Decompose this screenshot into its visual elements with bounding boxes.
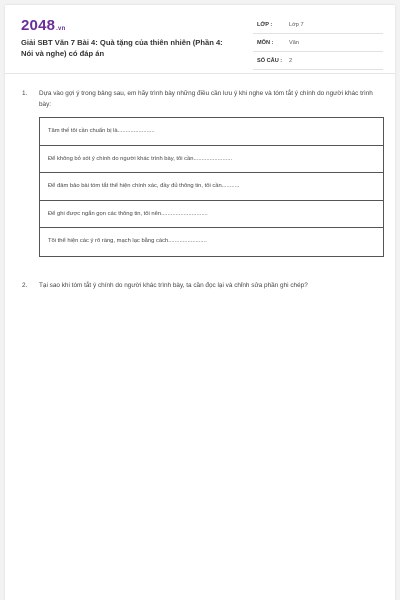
table-row: Tâm thế tôi cần chuẩn bị là....................... — [40, 118, 383, 146]
table-row: Để đảm bảo bài tóm tắt thể hiện chính xác, đầy đủ thông tin, tôi cần........... — [40, 173, 383, 201]
logo-extension: .vn — [56, 26, 66, 32]
table-row: Để không bỏ sót ý chính do người khác trình bày, tôi cần........................ — [40, 146, 383, 174]
header-divider — [5, 73, 395, 74]
document-meta — [253, 18, 383, 72]
meta-value: Lớp 7 — [289, 22, 304, 28]
document-header — [5, 5, 395, 69]
meta-label: LỚP : — [257, 22, 273, 28]
question-number: 2. — [22, 282, 28, 289]
answer-table — [39, 117, 384, 257]
table-row: Để ghi được ngắn gọn các thông tin, tôi nên............................. — [40, 201, 383, 229]
meta-value: Văn — [289, 40, 299, 46]
meta-label: SỐ CÂU : — [257, 58, 283, 64]
logo-text: 2048 — [21, 17, 56, 34]
question-number: 1. — [22, 90, 28, 97]
meta-row-subject — [253, 36, 383, 52]
question-1 — [22, 89, 382, 110]
meta-row-question-count — [253, 54, 383, 70]
site-logo[interactable] — [21, 17, 65, 34]
document-page — [5, 5, 395, 600]
meta-value: 2 — [289, 58, 293, 64]
question-text: Tại sao khi tóm tắt ý chính do người khác trình bày, ta cần đọc lại và chỉnh sửa phần ghi chép? — [39, 282, 308, 289]
meta-label: MÔN : — [257, 40, 274, 46]
meta-row-class — [253, 18, 383, 34]
document-title: Giải SBT Văn 7 Bài 4: Quà tặng của thiên nhiên (Phần 4: Nói và nghe) có đáp án — [21, 38, 223, 58]
question-text: Dựa vào gợi ý trong bảng sau, em hãy trình bày những điều cần lưu ý khi nghe và tóm tắt ý chính do người khác trình bày: — [39, 90, 373, 108]
table-row: Tôi thể hiện các ý rõ ràng, mạch lạc bằng cách........................ — [48, 238, 207, 245]
question-2 — [22, 281, 382, 292]
